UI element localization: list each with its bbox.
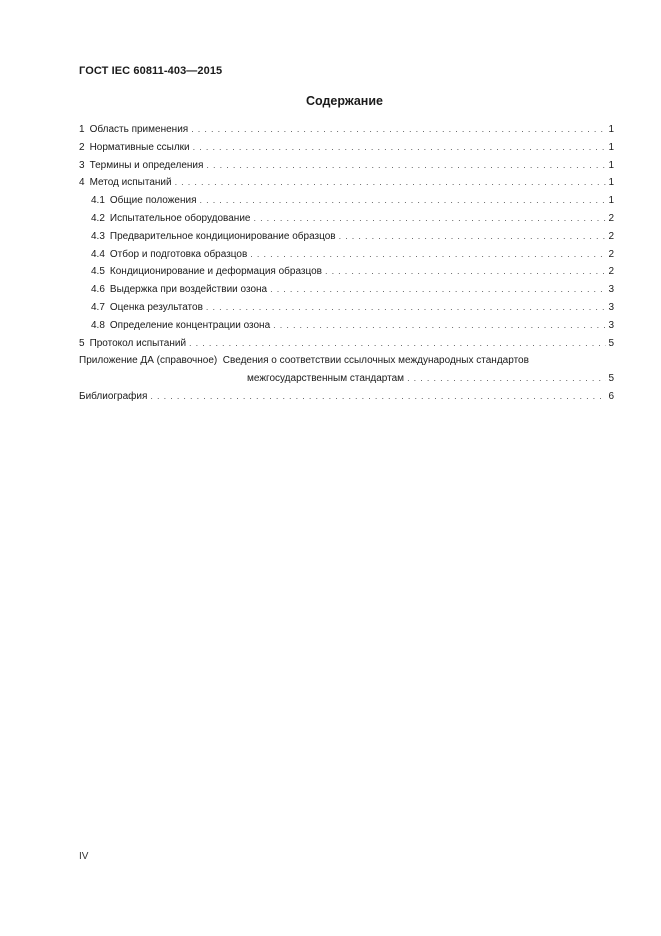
toc-entry-number: 4.6 xyxy=(91,284,105,296)
dot-leader xyxy=(339,228,607,246)
toc-entry-page: 2 xyxy=(608,230,614,242)
dot-leader xyxy=(325,263,606,281)
toc-entry-4[interactable] xyxy=(79,174,614,192)
toc-entry-page: 1 xyxy=(608,159,614,171)
toc-entry-page: 6 xyxy=(608,390,614,402)
toc-entry-page: 1 xyxy=(608,195,614,207)
toc-entry-appendix-da[interactable] xyxy=(79,352,614,370)
toc-entry-4-2[interactable] xyxy=(79,210,614,228)
toc-entry-number: 3 xyxy=(79,159,85,171)
toc-entry-page: 3 xyxy=(608,284,614,296)
toc-entry-number: 4.4 xyxy=(91,248,105,260)
toc-entry-label: Выдержка при воздействии озона xyxy=(109,284,268,296)
toc-entry-page: 1 xyxy=(608,124,614,135)
dot-leader xyxy=(191,121,606,139)
toc-entry-number: 5 xyxy=(79,337,85,349)
toc-entry-number: 4.5 xyxy=(91,266,105,278)
toc-entry-5[interactable] xyxy=(79,335,614,353)
toc-title: Содержание xyxy=(305,94,383,108)
toc-entry-4-6[interactable] xyxy=(79,281,614,299)
standard-id-header: ГОСТ IEC 60811-403—2015 xyxy=(79,65,223,77)
toc-entry-page: 5 xyxy=(608,337,614,349)
toc-entry-label: Протокол испытаний xyxy=(89,337,187,349)
dot-leader xyxy=(273,317,606,335)
toc-entry-label: Кондиционирование и деформация образцов xyxy=(109,266,322,278)
toc-entry-label: Оценка результатов xyxy=(109,301,203,313)
toc-entry-number: 4.7 xyxy=(91,301,105,313)
toc-entry-2[interactable] xyxy=(79,139,614,157)
toc-entry-page: 3 xyxy=(608,319,614,331)
toc-entry-label: Термины и определения xyxy=(89,159,204,171)
toc-entry-1[interactable] xyxy=(79,121,614,139)
toc-appendix-label-line1: Приложение ДА (справочное) Сведения о соответствии ссылочных международных стандартов xyxy=(79,355,529,367)
toc-entry-label: Метод испытаний xyxy=(89,177,172,189)
dot-leader xyxy=(189,335,606,353)
toc-entry-label: Нормативные ссылки xyxy=(89,141,190,153)
toc-entry-label: Область применения xyxy=(89,124,189,135)
toc-entry-number: 4.2 xyxy=(91,212,105,224)
toc-entry-number: 4.8 xyxy=(91,319,105,331)
dot-leader xyxy=(200,192,607,210)
toc-entry-4-7[interactable] xyxy=(79,299,614,317)
toc-entry-page: 3 xyxy=(608,301,614,313)
toc-entry-bibliography[interactable] xyxy=(79,388,614,406)
toc-entry-page: 2 xyxy=(608,248,614,260)
toc-entry-3[interactable] xyxy=(79,157,614,175)
toc-entry-page: 1 xyxy=(608,141,614,153)
toc-entry-number: 4 xyxy=(79,177,85,189)
toc-entry-label: Общие положения xyxy=(109,195,197,207)
dot-leader xyxy=(253,210,606,228)
table-of-contents xyxy=(79,121,614,406)
dot-leader xyxy=(206,299,607,317)
toc-entry-number: 1 xyxy=(79,124,85,135)
page-number: IV xyxy=(79,851,89,862)
toc-entry-page: 2 xyxy=(608,266,614,278)
toc-entry-number: 4.1 xyxy=(91,195,105,207)
toc-entry-4-3[interactable] xyxy=(79,228,614,246)
toc-entry-appendix-da-continued[interactable] xyxy=(79,370,614,388)
dot-leader xyxy=(193,139,607,157)
toc-entry-4-4[interactable] xyxy=(79,246,614,264)
dot-leader xyxy=(250,246,606,264)
dot-leader xyxy=(270,281,606,299)
toc-entry-4-1[interactable] xyxy=(79,192,614,210)
toc-entry-label: Библиография xyxy=(79,390,148,402)
toc-entry-number: 2 xyxy=(79,141,85,153)
dot-leader xyxy=(206,157,606,175)
toc-entry-label: Определение концентрации озона xyxy=(109,319,271,331)
toc-entry-page: 5 xyxy=(608,373,614,385)
toc-entry-label: Предварительное кондиционирование образцов xyxy=(109,230,336,242)
dot-leader xyxy=(407,370,606,388)
dot-leader xyxy=(175,174,607,192)
toc-entry-page: 1 xyxy=(608,177,614,189)
toc-entry-4-5[interactable] xyxy=(79,263,614,281)
toc-appendix-label-line2: межгосударственным стандартам xyxy=(247,373,405,385)
toc-entry-label: Отбор и подготовка образцов xyxy=(109,248,248,260)
toc-entry-label: Испытательное оборудование xyxy=(109,212,251,224)
toc-entry-number: 4.3 xyxy=(91,230,105,242)
toc-entry-page: 2 xyxy=(608,212,614,224)
toc-entry-4-8[interactable] xyxy=(79,317,614,335)
dot-leader xyxy=(150,388,606,406)
